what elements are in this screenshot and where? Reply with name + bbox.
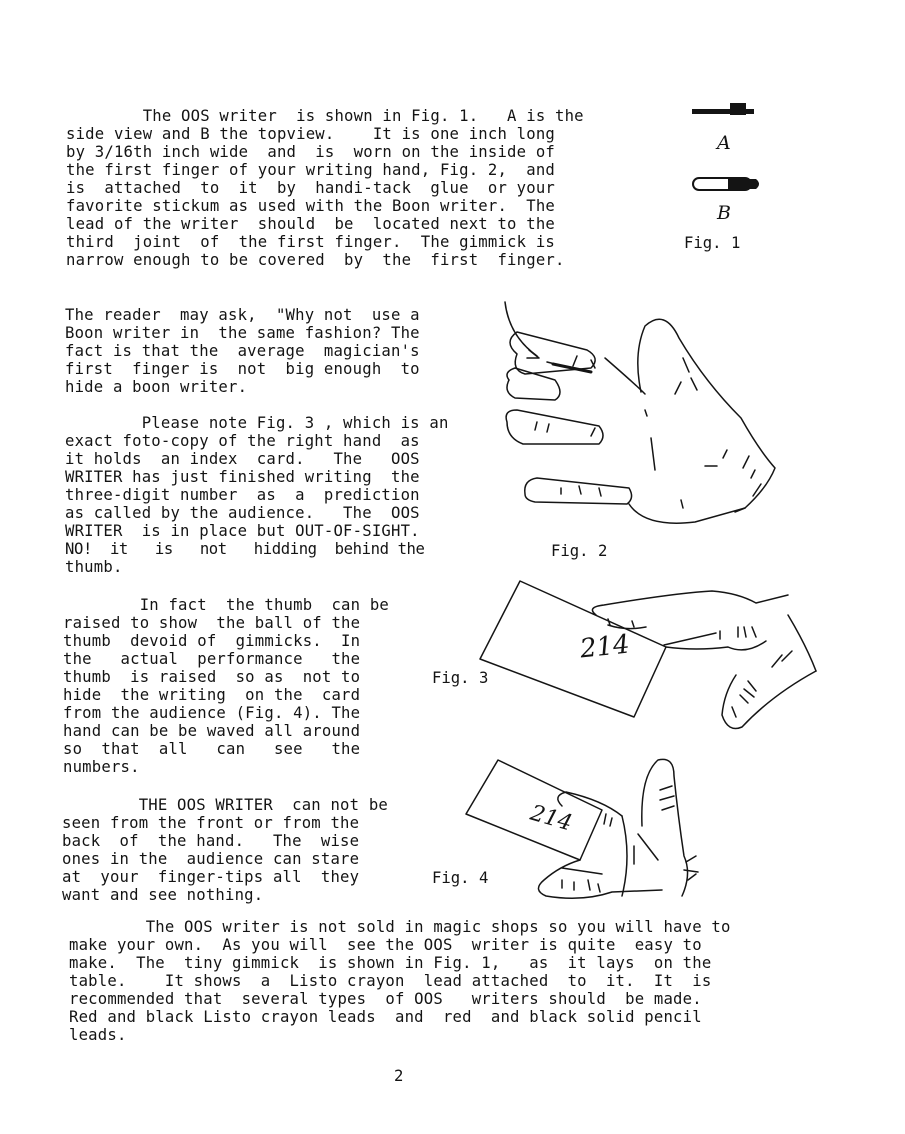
text-line: favorite stickum as used with the Boon writer. The xyxy=(66,197,555,215)
text-line: hide a boon writer. xyxy=(65,378,248,396)
hand-holding-card-drawing xyxy=(476,575,836,735)
hand-thumb-raised-drawing xyxy=(462,756,712,908)
text-line: The reader may ask, "Why not use a xyxy=(65,306,420,324)
text-line: exact foto-copy of the right hand as xyxy=(65,432,420,450)
fig4-caption: Fig. 4 xyxy=(432,869,489,887)
text-line: raised to show the ball of the xyxy=(63,614,361,632)
text-line: hand can be be waved all around xyxy=(63,722,361,740)
text-line: Please note Fig. 3 , which is an xyxy=(65,414,449,432)
text-line: thumb. xyxy=(65,558,123,576)
text-line: seen from the front or from the xyxy=(62,814,360,832)
text-line: third joint of the first finger. The gimmick is xyxy=(66,233,555,251)
text-line: leads. xyxy=(69,1026,127,1044)
text-line: make. The tiny gimmick is shown in Fig. 1, as it lays on the xyxy=(69,954,712,972)
text-line: side view and B the topview. It is one inch long xyxy=(66,125,555,143)
text-line: Boon writer in the same fashion? The xyxy=(65,324,420,342)
fig3-card-number: 214 xyxy=(578,629,632,665)
text-line: The OOS writer is shown in Fig. 1. A is the xyxy=(66,107,584,125)
text-line: hide the writing on the card xyxy=(63,686,361,704)
gimmick-top-view-drawing xyxy=(690,172,770,198)
text-line: fact is that the average magician's xyxy=(65,342,420,360)
fig3-caption: Fig. 3 xyxy=(432,669,489,687)
text-line: NO! it is not hidding behind the xyxy=(65,540,425,558)
fig2-caption: Fig. 2 xyxy=(551,542,608,560)
page-number: 2 xyxy=(394,1067,404,1085)
text-line: lead of the writer should be located next to the xyxy=(66,215,555,233)
text-line: thumb devoid of gimmicks. In xyxy=(63,632,361,650)
text-line: at your finger-tips all they xyxy=(62,868,360,886)
text-line: the first finger of your writing hand, Fig. 2, and xyxy=(66,161,555,179)
label-b: B xyxy=(717,202,731,224)
text-line: as called by the audience. The OOS xyxy=(65,504,420,522)
text-line: recommended that several types of OOS writers should be made. xyxy=(69,990,702,1008)
text-line: The OOS writer is not sold in magic shops so you will have to xyxy=(69,918,731,936)
text-line: from the audience (Fig. 4). The xyxy=(63,704,361,722)
text-line: WRITER has just finished writing the xyxy=(65,468,420,486)
fig4-card-number: 214 xyxy=(527,800,575,837)
text-line: In fact the thumb can be xyxy=(63,596,389,614)
text-line: Red and black Listo crayon leads and red and black solid pencil xyxy=(69,1008,702,1026)
text-line: first finger is not big enough to xyxy=(65,360,420,378)
text-line: make your own. As you will see the OOS writer is quite easy to xyxy=(69,936,702,954)
gimmick-side-view-drawing xyxy=(688,100,768,130)
text-line: the actual performance the xyxy=(63,650,361,668)
text-line: so that all can see the xyxy=(63,740,361,758)
text-line: table. It shows a Listo crayon lead attached to it. It is xyxy=(69,972,712,990)
text-line: THE OOS WRITER can not be xyxy=(62,796,388,814)
label-a: A xyxy=(717,132,731,154)
text-line: numbers. xyxy=(63,758,140,776)
text-line: thumb is raised so as not to xyxy=(63,668,361,686)
text-line: three-digit number as a prediction xyxy=(65,486,420,504)
text-line: is attached to it by handi-tack glue or your xyxy=(66,179,555,197)
text-line: WRITER is in place but OUT-OF-SIGHT. xyxy=(65,522,420,540)
text-line: back of the hand. The wise xyxy=(62,832,360,850)
text-line: by 3/16th inch wide and is worn on the inside of xyxy=(66,143,555,161)
text-line: want and see nothing. xyxy=(62,886,264,904)
text-line: narrow enough to be covered by the first finger. xyxy=(66,251,565,269)
text-line: it holds an index card. The OOS xyxy=(65,450,420,468)
hand-with-writer-drawing xyxy=(495,298,795,543)
fig1-caption: Fig. 1 xyxy=(684,234,741,252)
text-line: ones in the audience can stare xyxy=(62,850,360,868)
